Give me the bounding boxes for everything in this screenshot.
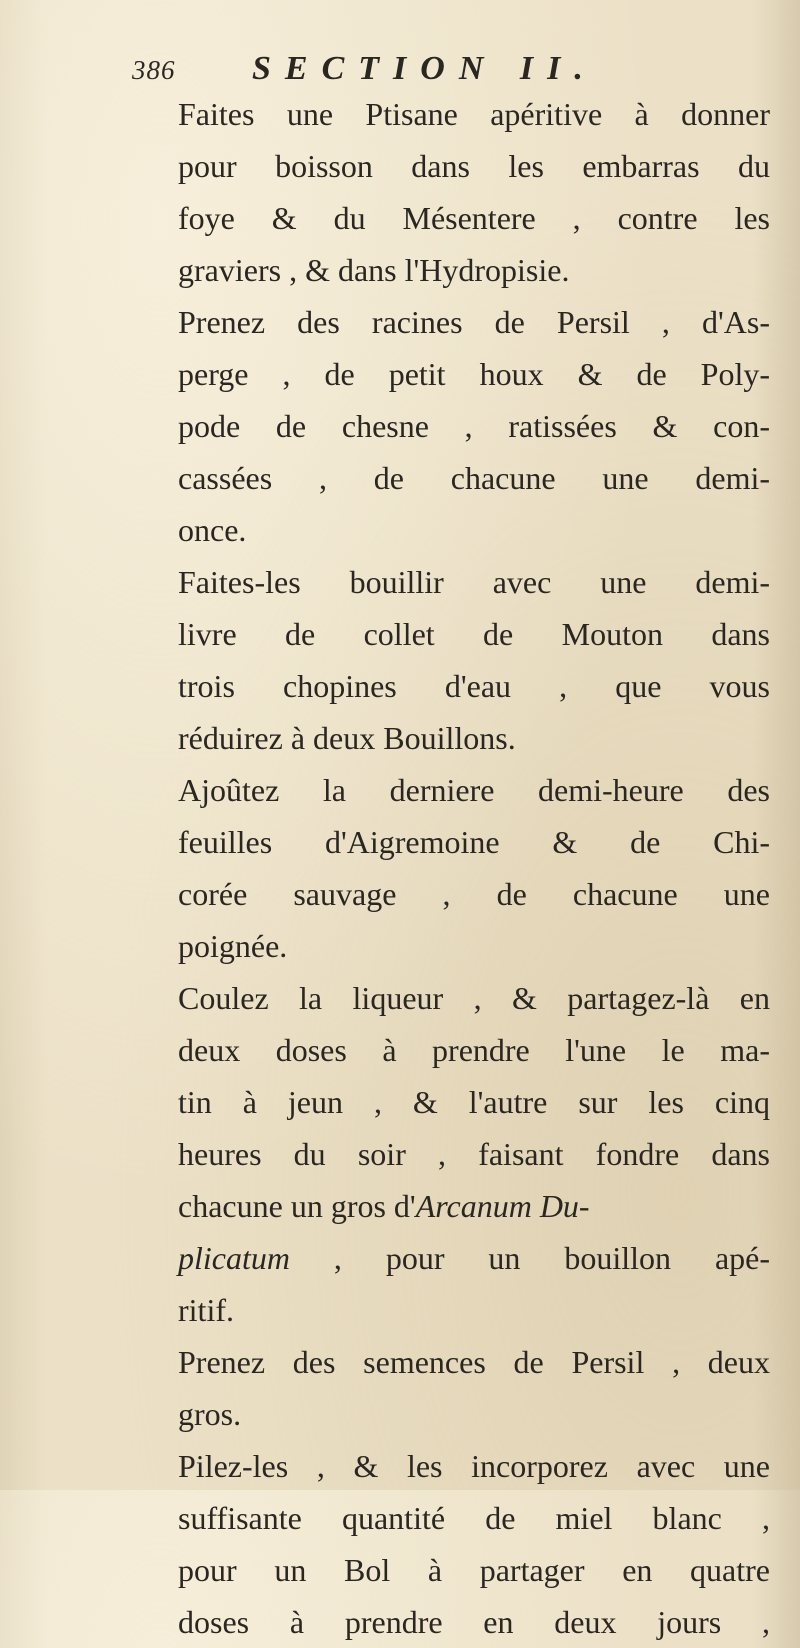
text-line: feuilles d'Aigremoine & de Chi- — [178, 824, 770, 860]
text-line: réduirez à deux Bouillons. — [178, 720, 516, 756]
text-line: Faites une Ptisane apéritive à donner — [178, 96, 770, 132]
text-line: ritif. — [178, 1292, 234, 1328]
text-line: heures du soir , faisant fondre dans — [178, 1136, 770, 1172]
text-line: poignée. — [178, 928, 288, 964]
text-line: foye & du Mésentere , contre les — [178, 200, 770, 236]
text-line: tin à jeun , & l'autre sur les cinq — [178, 1084, 770, 1120]
text-line: suffisante quantité de miel blanc , — [178, 1500, 770, 1536]
text-line: Prenez des semences de Persil , deux — [178, 1344, 770, 1380]
text-line: deux doses à prendre l'une le ma- — [178, 1032, 770, 1068]
text-line: Prenez des racines de Persil , d'As- — [178, 304, 770, 340]
text-line: perge , de petit houx & de Poly- — [178, 356, 770, 392]
text-line: livre de collet de Mouton dans — [178, 616, 770, 652]
text-line: pode de chesne , ratissées & con- — [178, 408, 770, 444]
text-line-roman-rest: , pour un bouillon apé- — [289, 1240, 770, 1276]
text-line-with-italic — [178, 1180, 770, 1232]
paragraph-bouillir — [178, 556, 770, 764]
paragraph-coulez — [178, 972, 770, 1336]
paragraph-ptisane — [178, 88, 770, 296]
section-title: SECTION II. — [252, 50, 597, 87]
text-line-roman: chacune un gros d' — [178, 1188, 416, 1224]
text-line: cassées , de chacune une demi- — [178, 460, 770, 496]
text-line-roman — [178, 1240, 770, 1276]
text-line: Coulez la liqueur , & partagez-là en — [178, 980, 770, 1016]
text-line: Pilez-les , & les incorporez avec une — [178, 1448, 770, 1484]
paragraph-pilez — [178, 1440, 770, 1648]
body-text — [178, 88, 770, 1648]
text-line: gros. — [178, 1396, 242, 1432]
latin-term-continued: plicatum — [178, 1240, 290, 1276]
text-line: trois chopines d'eau , que vous — [178, 668, 770, 704]
text-line — [178, 1232, 770, 1284]
text-line: graviers , & dans l'Hydropisie. — [178, 252, 570, 288]
text-line: pour boisson dans les embarras du — [178, 148, 770, 184]
paragraph-ajoutez — [178, 764, 770, 972]
paragraph-semences — [178, 1336, 770, 1440]
page-number: 386 — [132, 55, 176, 85]
text-line: doses à prendre en deux jours , — [178, 1604, 770, 1640]
text-line: corée sauvage , de chacune une — [178, 876, 770, 912]
text-line: pour un Bol à partager en quatre — [178, 1552, 770, 1588]
latin-term: Arcanum Du- — [415, 1188, 590, 1224]
text-line: Faites-les bouillir avec une demi- — [178, 564, 770, 600]
text-line: once. — [178, 512, 247, 548]
paragraph-racines — [178, 296, 770, 556]
text-line: Ajoûtez la derniere demi-heure des — [178, 772, 770, 808]
